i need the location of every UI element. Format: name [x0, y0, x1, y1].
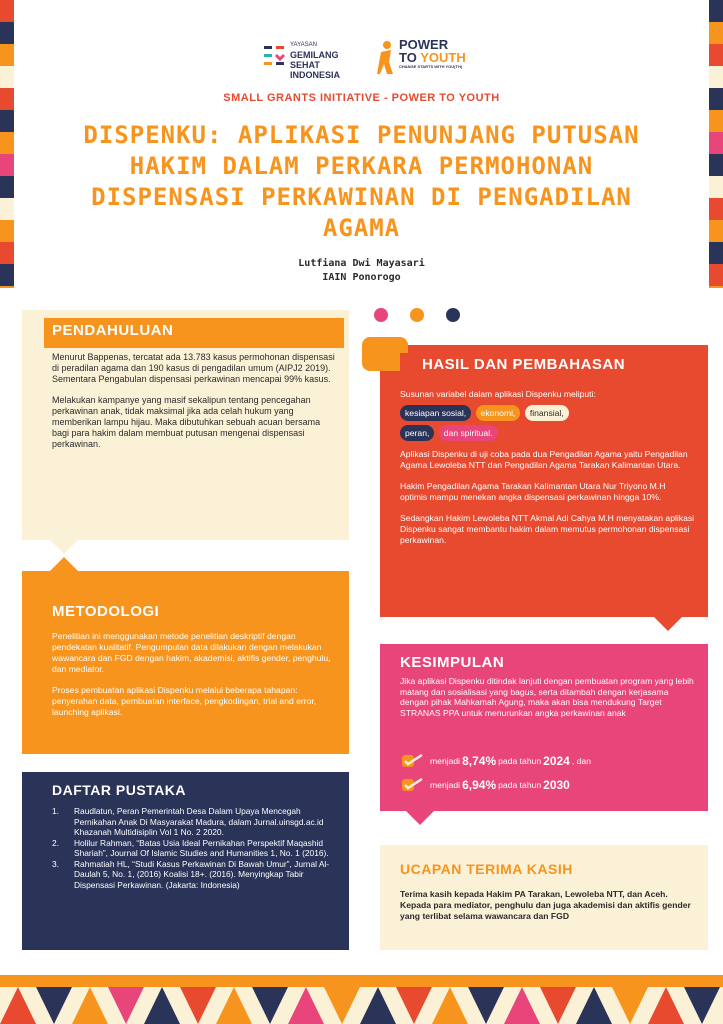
bottom-pattern-strip [0, 975, 723, 1024]
left-pattern-strip [0, 0, 14, 288]
dot-orange [410, 308, 424, 322]
chip-spiritual: dan spiritual. [439, 425, 498, 441]
variable-chips [400, 403, 695, 443]
hasil-paragraph-3: Sedangkan Hakim Lewoleba NTT Akmal Adi Cahya M.H menyatakan aplikasi Dispenku sangat membantu hakim dalam memutus permohonan dispensasi perkawinan. [400, 513, 695, 545]
kesimpulan-heading: KESIMPULAN [400, 654, 505, 671]
target-row-2030 [402, 778, 692, 792]
ptyt-tagline: CHANGE STARTS WITH YOU(TH) [399, 64, 463, 69]
reference-item [52, 806, 342, 838]
target-year: 2030 [543, 778, 570, 792]
ucapan-heading: UCAPAN TERIMA KASIH [400, 861, 573, 877]
pendahuluan-paragraph-1: Menurut Bappenas, tercatat ada 13.783 kasus permohonan dispensasi di peradilan agama dan 190 kasus di pengadilan umum (AIPJ2 2019). Sementara Pengabulan dispensasi perkawinan mencapai 99% kasus. [52, 352, 335, 384]
pendahuluan-body [52, 352, 337, 460]
pendahuluan-paragraph-2: Melakukan kampanye yang masif sekalipun tentang pencegahan perkawinan anak, tidak maksimal jika ada celah hukum yang memberikan lampu hijau. Maka dibutuhkan sebuah acuan bersama bagi para hakim dalam membuat putusan mengenai dispensasi perkawinan. [52, 395, 321, 449]
kesimpulan-body: Jika aplikasi Dispenku ditindak lanjuti dengan pembuatan program yang lebih matang dan sosialisasi yang bagus, serta ditambah dengan kerjasama dengan pihak Mahkamah Agung, maka akan bisa mendukung Target STRANAS PPA untuk menurunkan angka perkawinan anak [400, 676, 694, 718]
reference-item [52, 859, 342, 891]
chip-finansial: finansial, [525, 405, 569, 421]
reference-number: 3. [52, 858, 59, 869]
reference-item [52, 838, 342, 859]
ptyt-line2b: YOUTH [420, 50, 466, 65]
ygsi-logo-text [290, 40, 340, 80]
ucapan-section [380, 845, 708, 950]
metodologi-paragraph-2: Proses pembuatan aplikasi Dispenku melalui beberapa tahapan: penyerahan data, pembuatan interface, pengkodingan, trial and error, launching aplikasi. [52, 685, 317, 717]
metodologi-heading: METODOLOGI [52, 603, 160, 620]
pendahuluan-section [22, 310, 349, 540]
dot-navy [446, 308, 460, 322]
kesimpulan-section [380, 644, 708, 811]
target-mid: pada tahun [498, 780, 542, 790]
right-pattern-strip [709, 0, 723, 288]
target-pre: menjadi [430, 756, 461, 766]
megaphone-person-icon [377, 40, 395, 74]
hasil-section [380, 345, 708, 617]
reference-list [52, 806, 342, 890]
ptyt-line1: POWER [399, 37, 449, 52]
reference-number: 2. [52, 837, 59, 848]
hasil-body [400, 389, 695, 556]
ucapan-body: Terima kasih kepada Hakim PA Tarakan, Lewoleba NTT, dan Aceh. Kepada para mediator, penghulu dan juga akademisi dan aktifis gender yang terlibat selama wawancara dan FGD [400, 889, 691, 921]
daftar-pustaka-section [22, 772, 349, 950]
pendahuluan-notch [50, 540, 78, 554]
ygsi-line4: INDONESIA [290, 70, 341, 80]
target-year: 2024 [543, 754, 570, 768]
hasil-paragraph-2: Hakim Pengadilan Agama Tarakan Kalimantan Utara Nur Triyono M.H optimis mampu menekan angka dispensasi perkawinan hingga 10%. [400, 481, 666, 502]
metodologi-notch [50, 557, 78, 571]
target-percent: 6,94% [462, 778, 497, 792]
ygsi-line3: SEHAT [290, 60, 320, 70]
logos [262, 38, 472, 78]
ptyt-line2a: TO [399, 50, 421, 65]
ygsi-line1: YAYASAN [290, 42, 318, 48]
subtitle: SMALL GRANTS INITIATIVE - POWER TO YOUTH [223, 92, 500, 104]
kesimpulan-notch [406, 811, 434, 825]
metodologi-section [22, 571, 349, 754]
checkmark-icon [402, 778, 426, 792]
target-percent: 8,74% [462, 754, 497, 768]
chip-ekonomi: ekonomi, [476, 405, 521, 421]
reference-text: Raudlatun, Peran Pemerintah Desa Dalam Upaya Mencegah Pernikahan Anak Di Masyarakat Madura, dalam Jurnal.uinsgd.ac.id Khazanah Multidisiplin Vol 1 No. 2 2020. [74, 806, 324, 837]
author-affiliation: IAIN Ponorogo [322, 272, 401, 283]
dot-pink [374, 308, 388, 322]
chip-peran: peran, [400, 425, 434, 441]
metodologi-body [52, 631, 337, 728]
pendahuluan-heading: PENDAHULUAN [52, 322, 174, 339]
hasil-heading: HASIL DAN PEMBAHASAN [422, 356, 626, 373]
checkmark-icon [402, 754, 426, 768]
target-post: , dan [571, 756, 591, 766]
geometric-pattern-icon [0, 975, 723, 1024]
target-pre: menjadi [430, 780, 461, 790]
poster-title: DISPENKU: APLIKASI PENUNJANG PUTUSAN HAKIM DALAM PERKARA PERMOHONAN DISPENSASI PERKAWINAN DI PENGADILAN AGAMA [83, 121, 640, 242]
target-row-2024 [402, 754, 692, 768]
author-name: Lutfiana Dwi Mayasari [298, 258, 425, 269]
reference-text: Holilur Rahman, “Batas Usia Ideal Pernikahan Perspektif Maqashid Shariah”, Journal Of Islamic Studies and Humanities 1, No. 1 (2016). [74, 837, 329, 858]
hasil-paragraph-1: Aplikasi Dispenku di uji coba pada dua Pengadilan Agama yaitu Pengadilan Agama Lewoleba NTT dan Pengadilan Agama Tarakan Kalimantan Utara. [400, 449, 688, 470]
ygsi-line2: GEMILANG [290, 50, 339, 60]
power-to-youth-logo [377, 38, 477, 78]
ptyt-logo-text [399, 38, 466, 70]
decorative-dots [374, 308, 474, 324]
daftar-pustaka-heading: DAFTAR PUSTAKA [52, 782, 187, 798]
metodologi-paragraph-1: Penelitian ini menggunakan metode penelitian deskriptif dengan pendekatan kualitatif. Pengumpulan data dilakukan dengan melakukan wawancara dan FGD dengan hakim, akademisi, aktifis gender, penghulu, dan mediator. [52, 631, 331, 674]
reference-number: 1. [52, 806, 59, 816]
author-block [0, 257, 723, 285]
hasil-intro: Susunan variabel dalam aplikasi Dispenku meliputi: [400, 389, 596, 399]
ygsi-logo [262, 38, 372, 78]
reference-text: Rahmatiah HL, “Studi Kasus Perkawinan Di Bawah Umur”, Jurnal Al- Daulah 5, No. 1, (2016) Koalisi 18+. (2016). Menyingkap Tabir Dispensasi Perkawinan. (Jakarta: Indonesia) [74, 858, 330, 890]
hasil-notch [654, 617, 682, 631]
ygsi-logo-mark-icon [262, 42, 286, 72]
target-mid: pada tahun [498, 756, 542, 766]
chip-kesiapan-sosial: kesiapan sosial, [400, 405, 471, 421]
